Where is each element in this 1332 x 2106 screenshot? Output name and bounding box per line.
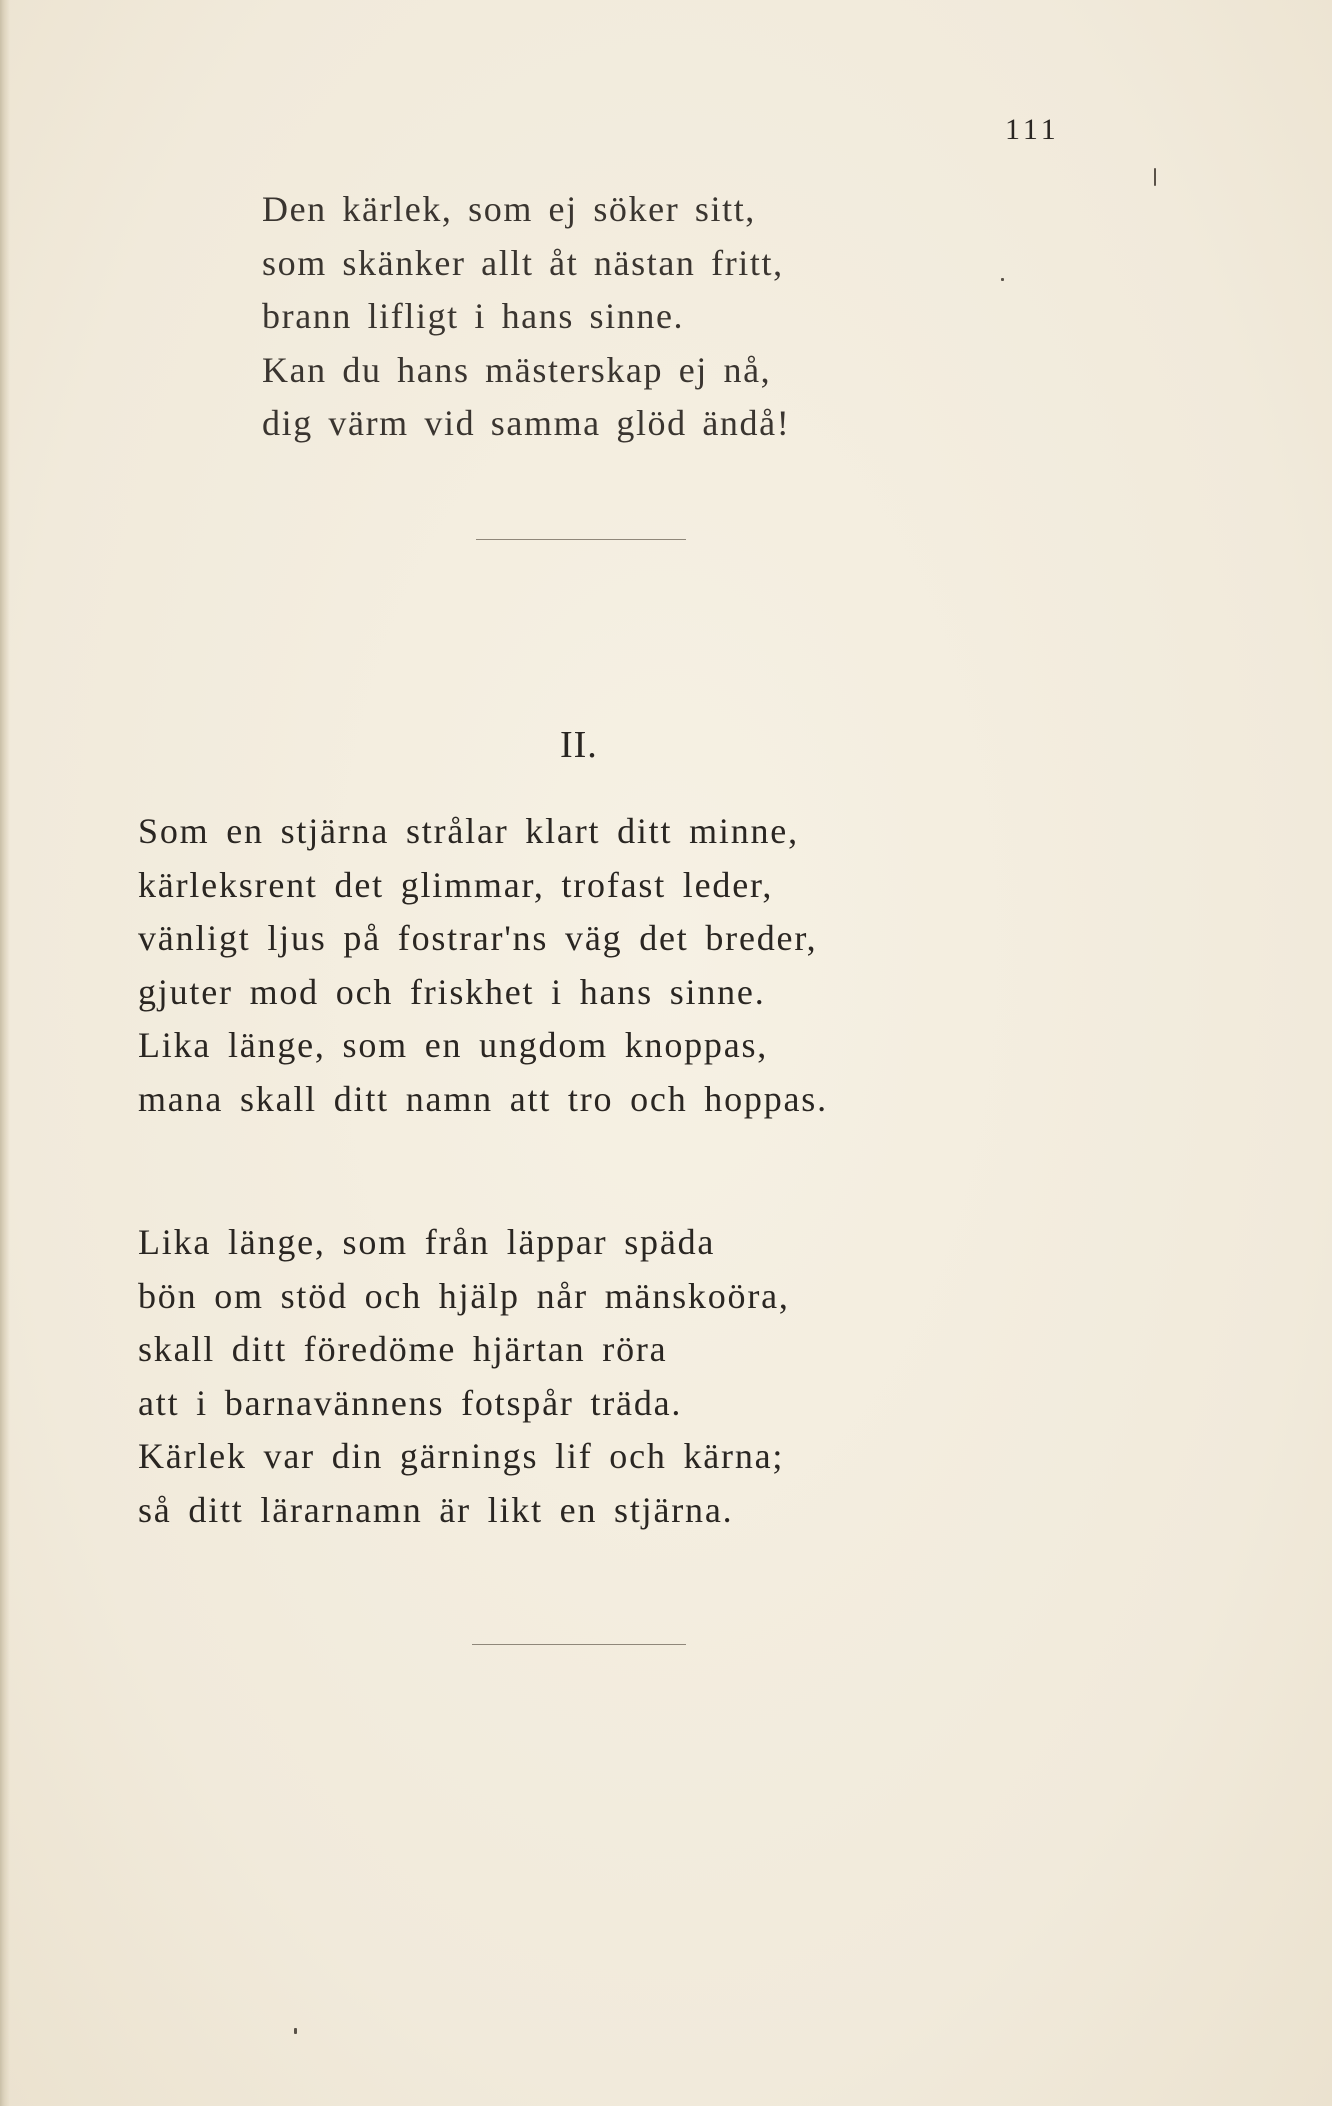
poem-line: Lika länge, som en ungdom knoppas, <box>138 1025 769 1065</box>
end-divider <box>472 1644 686 1645</box>
poem-line: som skänker allt åt nästan fritt, <box>262 242 784 283</box>
section-divider <box>476 539 686 540</box>
poem-line: bön om stöd och hjälp når mänskoöra, <box>138 1275 790 1316</box>
poem-line: kärleksrent det glimmar, trofast leder, <box>138 864 774 905</box>
poem-line: Lika länge, som från läppar späda <box>138 1222 716 1262</box>
paper-speck <box>1154 168 1156 186</box>
poem-line: Kärlek var din gärnings lif och kärna; <box>138 1436 785 1476</box>
poem-line: Som en stjärna strålar klart ditt minne, <box>138 811 799 851</box>
poem-line: Kan du hans mästerskap ej nå, <box>262 349 772 390</box>
poem-line: vänligt ljus på fostrar'ns väg det breder, <box>138 918 818 958</box>
poem-line: skall ditt föredöme hjärtan röra <box>138 1329 668 1369</box>
poem-line: mana skall ditt namn att tro och hoppas. <box>138 1078 828 1119</box>
poem-stanza-closing-previous <box>262 183 790 451</box>
poem-line: brann lifligt i hans sinne. <box>262 296 685 336</box>
paper-speck <box>294 2028 297 2034</box>
poem-line: Den kärlek, som ej söker sitt, <box>262 189 756 229</box>
page-binding-edge <box>0 0 10 2106</box>
poem-line: att i barnavännens fotspår träda. <box>138 1382 683 1423</box>
page-number: 111 <box>1005 113 1060 146</box>
paper-speck <box>1001 278 1004 281</box>
poem-line: så ditt lärarnamn är likt en stjärna. <box>138 1489 734 1530</box>
poem-stanza-second <box>138 1216 790 1537</box>
poem-line: dig värm vid samma glöd ändå! <box>262 403 791 443</box>
poem-stanza-first <box>138 805 828 1126</box>
section-heading: II. <box>560 724 598 766</box>
poem-line: gjuter mod och friskhet i hans sinne. <box>138 971 766 1012</box>
